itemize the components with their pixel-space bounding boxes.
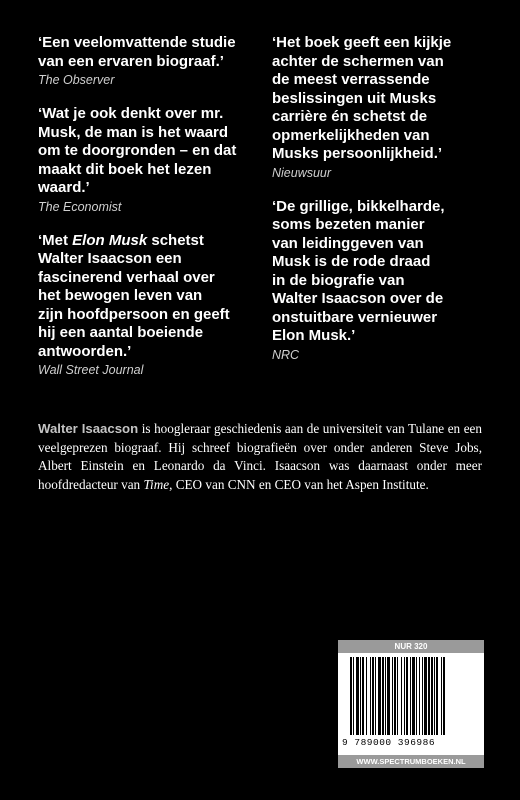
barcode-bar <box>375 657 376 735</box>
barcode-bar <box>443 657 445 735</box>
barcode-bar <box>370 657 371 735</box>
barcode-bar <box>424 657 427 735</box>
barcode-bar <box>366 657 367 735</box>
barcode-icon <box>350 657 474 737</box>
barcode-bar <box>404 657 405 735</box>
quote-observer <box>38 34 264 88</box>
quote-economist <box>38 105 264 215</box>
quote-source: The Economist <box>38 199 122 214</box>
quote-text: ‘Het boek geeft een kijkje achter de schermen van de meest verrassende beslissingen uit Musks carrière én schetst de opmerkelijkheden van Musks persoonlijkheid.’ <box>272 34 452 162</box>
barcode-bar <box>360 657 361 735</box>
barcode-bar <box>387 657 390 735</box>
barcode-bar <box>419 657 420 735</box>
quote-nrc <box>272 198 498 363</box>
nur-label: NUR 320 <box>338 640 484 653</box>
barcode-bar <box>356 657 359 735</box>
barcode-bar <box>401 657 402 735</box>
quote-source: The Observer <box>38 73 115 87</box>
barcode-bar <box>441 657 442 735</box>
barcode-bar <box>434 657 435 735</box>
quotes-column-right <box>272 34 498 380</box>
barcode-bar <box>385 657 386 735</box>
barcode-bar <box>350 657 352 735</box>
magazine-title: Time <box>143 476 170 492</box>
quote-source: NRC <box>272 347 300 362</box>
barcode-bar <box>431 657 433 735</box>
book-title: Elon Musk <box>72 231 148 249</box>
barcode-bar <box>378 657 381 735</box>
quote-source: Wall Street Journal <box>38 363 144 377</box>
quote-source: Nieuwsuur <box>272 165 332 180</box>
isbn-digits: 9 789000 396986 <box>342 737 436 748</box>
website-label: WWW.SPECTRUMBOEKEN.NL <box>338 755 484 768</box>
barcode-bar <box>353 657 354 735</box>
author-bio: Walter Isaacson is hoogleraar geschiedenis aan de universiteit van Tulane en een veelgeprezen biograaf. Hij schreef biografieën over onder anderen Steve Jobs, Albert Einstein en Leonardo da Vinci. Isaacson was daarnaast onder meer hoofdredacteur van Time, CEO van CNN en CEO van het Aspen Institute. <box>38 421 482 492</box>
barcode-bar <box>416 657 417 735</box>
author-name: Walter Isaacson <box>38 421 139 436</box>
barcode-bar <box>362 657 364 735</box>
quote-wsj <box>38 232 264 379</box>
quote-text: ‘Een veelomvattende studie van een ervaren biograaf.’ <box>38 34 236 70</box>
quote-nieuwsuur <box>272 34 498 181</box>
barcode-bar <box>394 657 396 735</box>
barcode-bar <box>382 657 384 735</box>
barcode-bar <box>428 657 430 735</box>
barcode-bar <box>410 657 411 735</box>
barcode-box <box>338 640 484 768</box>
barcode-bar <box>372 657 374 735</box>
barcode-bar <box>422 657 423 735</box>
barcode-bar <box>406 657 408 735</box>
barcode-bar <box>412 657 415 735</box>
quote-text: ‘De grillige, bikkelharde, soms bezeten manier van leidinggeven van Musk is de rode draad in de biografie van Walter Isaacson over de onstuitbare vernieuwer Elon Musk.’ <box>272 197 445 344</box>
barcode-bar <box>392 657 393 735</box>
barcode-bar <box>397 657 398 735</box>
quote-text: ‘Met Elon Musk schetst Walter Isaacson een fascinerend verhaal over het bewogen leven van zijn hoofdpersoon en geeft hij een aantal boeiende antwoorden.’ <box>38 231 230 360</box>
quotes-column-left <box>38 34 264 395</box>
barcode-bar <box>436 657 438 735</box>
quote-text: ‘Wat je ook denkt over mr. Musk, de man is het waard om te doorgronden – en dat maakt dit boek het lezen waard.’ <box>38 105 237 196</box>
